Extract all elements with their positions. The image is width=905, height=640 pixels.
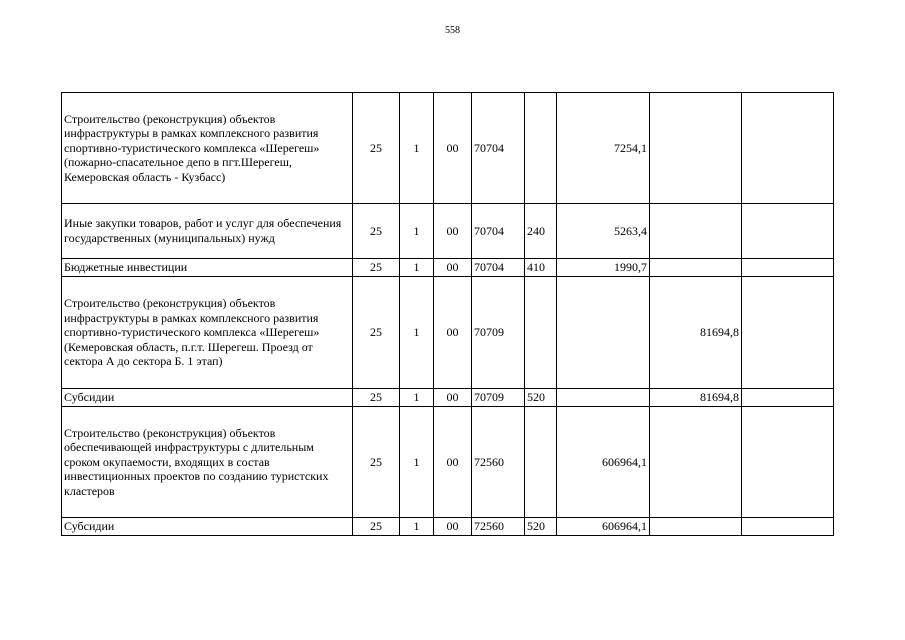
code-section: 25 [353,407,400,518]
budget-table [61,92,834,536]
code-expense-type: 410 [525,259,557,277]
row-name: Строительство (реконструкция) объектов инфраструктуры в рамках комплексного развития спортивно-туристического комплекса «Шерегеш» (Кемеровская область, п.г.т. Шерегеш. Проезд от сектора А до сектора Б. 1 этап) [62,277,353,389]
table-row [62,407,834,518]
code-expense-type: 520 [525,389,557,407]
amount-3 [742,518,834,536]
amount-2 [650,518,742,536]
code-direction: 70704 [472,93,525,204]
amount-1: 1990,7 [557,259,650,277]
row-name: Иные закупки товаров, работ и услуг для обеспечения государственных (муниципальных) нужд [62,204,353,259]
code-expense-type: 240 [525,204,557,259]
table-row [62,389,834,407]
code-direction: 72560 [472,518,525,536]
table-row [62,93,834,204]
code-subsection: 1 [400,259,434,277]
amount-2 [650,259,742,277]
amount-3 [742,389,834,407]
code-subsection: 1 [400,93,434,204]
amount-1 [557,389,650,407]
code-direction: 70709 [472,277,525,389]
amount-3 [742,277,834,389]
amount-3 [742,204,834,259]
code-program: 00 [434,277,472,389]
code-direction: 70704 [472,259,525,277]
code-direction: 70704 [472,204,525,259]
row-name: Строительство (реконструкция) объектов инфраструктуры в рамках комплексного развития спортивно-туристического комплекса «Шерегеш» (пожарно-спасательное депо в пгт.Шерегеш, Кемеровская область - Кузбасс) [62,93,353,204]
code-program: 00 [434,259,472,277]
amount-3 [742,259,834,277]
code-expense-type [525,277,557,389]
amount-2 [650,204,742,259]
code-subsection: 1 [400,518,434,536]
row-name: Бюджетные инвестиции [62,259,353,277]
code-program: 00 [434,518,472,536]
code-section: 25 [353,204,400,259]
code-direction: 72560 [472,407,525,518]
code-section: 25 [353,93,400,204]
table-row [62,518,834,536]
amount-1: 5263,4 [557,204,650,259]
amount-2 [650,93,742,204]
row-name: Субсидии [62,518,353,536]
code-program: 00 [434,93,472,204]
amount-3 [742,93,834,204]
amount-1: 606964,1 [557,518,650,536]
amount-1 [557,277,650,389]
code-section: 25 [353,389,400,407]
code-program: 00 [434,389,472,407]
code-section: 25 [353,259,400,277]
code-direction: 70709 [472,389,525,407]
code-program: 00 [434,204,472,259]
code-subsection: 1 [400,204,434,259]
row-name: Субсидии [62,389,353,407]
code-subsection: 1 [400,407,434,518]
table-row [62,277,834,389]
code-expense-type: 520 [525,518,557,536]
amount-1: 606964,1 [557,407,650,518]
amount-2: 81694,8 [650,277,742,389]
code-section: 25 [353,277,400,389]
row-name: Строительство (реконструкция) объектов обеспечивающей инфраструктуры с длительным сроком окупаемости, входящих в состав инвестиционных проектов по созданию туристских кластеров [62,407,353,518]
code-expense-type [525,93,557,204]
code-subsection: 1 [400,277,434,389]
page-number: 558 [445,25,460,36]
code-section: 25 [353,518,400,536]
code-program: 00 [434,407,472,518]
amount-2: 81694,8 [650,389,742,407]
table-row [62,259,834,277]
amount-1: 7254,1 [557,93,650,204]
amount-3 [742,407,834,518]
code-expense-type [525,407,557,518]
code-subsection: 1 [400,389,434,407]
amount-2 [650,407,742,518]
table-row [62,204,834,259]
